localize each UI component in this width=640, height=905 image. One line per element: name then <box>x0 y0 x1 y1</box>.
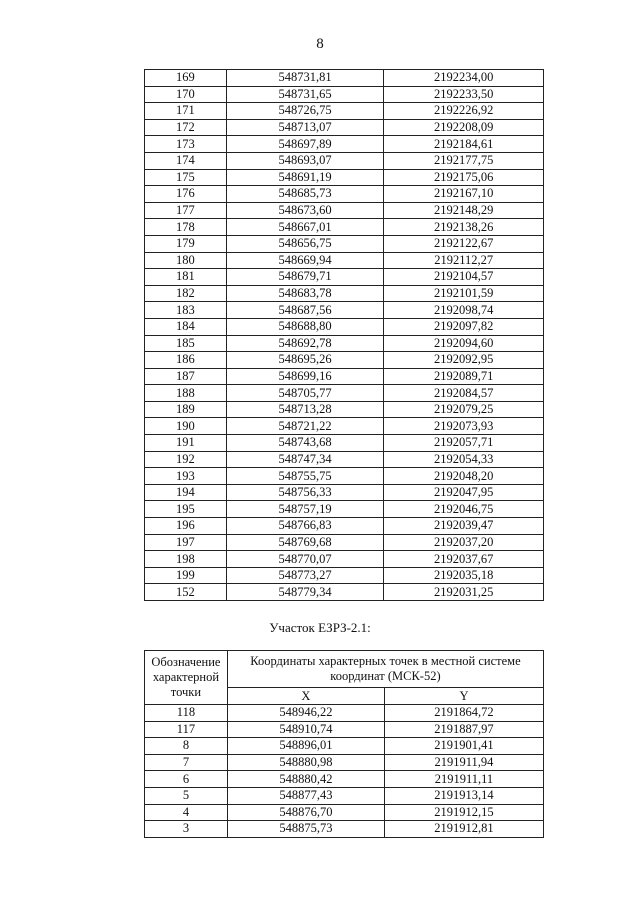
point-number-cell: 177 <box>145 202 227 219</box>
y-coordinate-cell: 2191911,94 <box>384 754 543 771</box>
table-row <box>145 385 544 402</box>
table-row <box>145 754 544 771</box>
table-row <box>145 435 544 452</box>
table-row <box>145 186 544 203</box>
table-row <box>145 219 544 236</box>
y-coordinate-cell: 2192175,06 <box>384 169 544 186</box>
section-title: Участок ЕЗРЗ-2.1: <box>269 620 371 635</box>
point-number-cell: 3 <box>145 821 228 838</box>
y-coordinate-cell: 2192208,09 <box>384 119 544 136</box>
point-number-cell: 7 <box>145 754 228 771</box>
point-number-cell: 176 <box>145 186 227 203</box>
y-coordinate-cell: 2192112,27 <box>384 252 544 269</box>
y-coordinate-cell: 2192057,71 <box>384 435 544 452</box>
x-coordinate-cell: 548756,33 <box>226 484 384 501</box>
point-number-cell: 189 <box>145 401 227 418</box>
point-number-cell: 193 <box>145 468 227 485</box>
x-coordinate-cell: 548910,74 <box>227 721 384 738</box>
table-row <box>145 534 544 551</box>
x-coordinate-cell: 548875,73 <box>227 821 384 838</box>
point-number-cell: 117 <box>145 721 228 738</box>
table-row <box>145 103 544 120</box>
table-row <box>145 451 544 468</box>
y-coordinate-cell: 2192098,74 <box>384 302 544 319</box>
table-row <box>145 119 544 136</box>
point-number-cell: 174 <box>145 152 227 169</box>
x-coordinate-cell: 548731,81 <box>226 70 384 87</box>
table-row <box>145 401 544 418</box>
table-row <box>145 501 544 518</box>
x-coordinate-cell: 548699,16 <box>226 368 384 385</box>
x-coordinate-cell: 548713,07 <box>226 119 384 136</box>
point-number-cell: 118 <box>145 705 228 722</box>
y-coordinate-cell: 2192138,26 <box>384 219 544 236</box>
x-coordinate-cell: 548687,56 <box>226 302 384 319</box>
point-number-cell: 179 <box>145 235 227 252</box>
x-coordinate-cell: 548713,28 <box>226 401 384 418</box>
point-number-cell: 195 <box>145 501 227 518</box>
table-row <box>145 721 544 738</box>
header-y: Y <box>384 688 543 705</box>
y-coordinate-cell: 2192094,60 <box>384 335 544 352</box>
x-coordinate-cell: 548757,19 <box>226 501 384 518</box>
point-number-cell: 197 <box>145 534 227 551</box>
x-coordinate-cell: 548731,65 <box>226 86 384 103</box>
y-coordinate-cell: 2191911,11 <box>384 771 543 788</box>
y-coordinate-cell: 2192101,59 <box>384 285 544 302</box>
x-coordinate-cell: 548946,22 <box>227 705 384 722</box>
x-coordinate-cell: 548779,34 <box>226 584 384 601</box>
point-number-cell: 192 <box>145 451 227 468</box>
point-number-cell: 173 <box>145 136 227 153</box>
x-coordinate-cell: 548755,75 <box>226 468 384 485</box>
y-coordinate-cell: 2192148,29 <box>384 202 544 219</box>
point-number-cell: 171 <box>145 103 227 120</box>
y-coordinate-cell: 2192104,57 <box>384 269 544 286</box>
x-coordinate-cell: 548721,22 <box>226 418 384 435</box>
point-number-cell: 185 <box>145 335 227 352</box>
y-coordinate-cell: 2192226,92 <box>384 103 544 120</box>
table-row <box>145 787 544 804</box>
x-coordinate-cell: 548673,60 <box>226 202 384 219</box>
x-coordinate-cell: 548747,34 <box>226 451 384 468</box>
x-coordinate-cell: 548683,78 <box>226 285 384 302</box>
y-coordinate-cell: 2192184,61 <box>384 136 544 153</box>
table-row <box>145 269 544 286</box>
y-coordinate-cell: 2191887,97 <box>384 721 543 738</box>
table-row <box>145 335 544 352</box>
point-number-cell: 181 <box>145 269 227 286</box>
x-coordinate-cell: 548679,71 <box>226 269 384 286</box>
y-coordinate-cell: 2192167,10 <box>384 186 544 203</box>
y-coordinate-cell: 2192039,47 <box>384 518 544 535</box>
x-coordinate-cell: 548693,07 <box>226 152 384 169</box>
point-number-cell: 196 <box>145 518 227 535</box>
x-coordinate-cell: 548688,80 <box>226 318 384 335</box>
coordinates-table-continued <box>144 69 544 601</box>
y-coordinate-cell: 2192047,95 <box>384 484 544 501</box>
point-number-cell: 172 <box>145 119 227 136</box>
header-x: X <box>227 688 384 705</box>
x-coordinate-cell: 548773,27 <box>226 567 384 584</box>
table-row <box>145 169 544 186</box>
y-coordinate-cell: 2192092,95 <box>384 352 544 369</box>
x-coordinate-cell: 548695,26 <box>226 352 384 369</box>
x-coordinate-cell: 548876,70 <box>227 804 384 821</box>
coordinates-table-ezrz-2-1 <box>144 650 544 838</box>
y-coordinate-cell: 2192079,25 <box>384 401 544 418</box>
x-coordinate-cell: 548877,43 <box>227 787 384 804</box>
table-row <box>145 70 544 87</box>
table-row <box>145 302 544 319</box>
table-row <box>145 705 544 722</box>
y-coordinate-cell: 2192031,25 <box>384 584 544 601</box>
x-coordinate-cell: 548667,01 <box>226 219 384 236</box>
page-number: 8 <box>316 36 324 52</box>
table-row <box>145 352 544 369</box>
point-number-cell: 175 <box>145 169 227 186</box>
table-row <box>145 152 544 169</box>
point-number-cell: 199 <box>145 567 227 584</box>
x-coordinate-cell: 548726,75 <box>226 103 384 120</box>
x-coordinate-cell: 548743,68 <box>226 435 384 452</box>
point-number-cell: 170 <box>145 86 227 103</box>
x-coordinate-cell: 548691,19 <box>226 169 384 186</box>
point-number-cell: 188 <box>145 385 227 402</box>
y-coordinate-cell: 2192037,67 <box>384 551 544 568</box>
point-number-cell: 191 <box>145 435 227 452</box>
y-coordinate-cell: 2192084,57 <box>384 385 544 402</box>
table-row <box>145 468 544 485</box>
point-number-cell: 187 <box>145 368 227 385</box>
point-number-cell: 182 <box>145 285 227 302</box>
point-number-cell: 186 <box>145 352 227 369</box>
x-coordinate-cell: 548766,83 <box>226 518 384 535</box>
table-row <box>145 551 544 568</box>
point-number-cell: 190 <box>145 418 227 435</box>
table-row <box>145 584 544 601</box>
x-coordinate-cell: 548769,68 <box>226 534 384 551</box>
y-coordinate-cell: 2191901,41 <box>384 738 543 755</box>
table-row <box>145 418 544 435</box>
y-coordinate-cell: 2192122,67 <box>384 235 544 252</box>
table-row <box>145 252 544 269</box>
table-row <box>145 821 544 838</box>
y-coordinate-cell: 2192234,00 <box>384 70 544 87</box>
x-coordinate-cell: 548705,77 <box>226 385 384 402</box>
y-coordinate-cell: 2192073,93 <box>384 418 544 435</box>
x-coordinate-cell: 548669,94 <box>226 252 384 269</box>
point-number-cell: 152 <box>145 584 227 601</box>
table-row <box>145 518 544 535</box>
table-row <box>145 738 544 755</box>
point-number-cell: 178 <box>145 219 227 236</box>
point-number-cell: 169 <box>145 70 227 87</box>
y-coordinate-cell: 2191912,81 <box>384 821 543 838</box>
point-number-cell: 198 <box>145 551 227 568</box>
point-number-cell: 194 <box>145 484 227 501</box>
point-number-cell: 8 <box>145 738 228 755</box>
y-coordinate-cell: 2192046,75 <box>384 501 544 518</box>
x-coordinate-cell: 548880,98 <box>227 754 384 771</box>
table-row <box>145 804 544 821</box>
x-coordinate-cell: 548770,07 <box>226 551 384 568</box>
table-row <box>145 318 544 335</box>
header-coordinates: Координаты характерных точек в местной системе координат (МСК-52) <box>227 651 543 688</box>
x-coordinate-cell: 548896,01 <box>227 738 384 755</box>
y-coordinate-cell: 2191913,14 <box>384 787 543 804</box>
x-coordinate-cell: 548692,78 <box>226 335 384 352</box>
table-row <box>145 484 544 501</box>
y-coordinate-cell: 2192048,20 <box>384 468 544 485</box>
y-coordinate-cell: 2192035,18 <box>384 567 544 584</box>
table-row <box>145 202 544 219</box>
table-row <box>145 567 544 584</box>
point-number-cell: 180 <box>145 252 227 269</box>
y-coordinate-cell: 2192089,71 <box>384 368 544 385</box>
table-row <box>145 235 544 252</box>
point-number-cell: 184 <box>145 318 227 335</box>
table-row <box>145 285 544 302</box>
x-coordinate-cell: 548880,42 <box>227 771 384 788</box>
x-coordinate-cell: 548697,89 <box>226 136 384 153</box>
point-number-cell: 183 <box>145 302 227 319</box>
point-number-cell: 6 <box>145 771 228 788</box>
x-coordinate-cell: 548685,73 <box>226 186 384 203</box>
table-row <box>145 771 544 788</box>
x-coordinate-cell: 548656,75 <box>226 235 384 252</box>
y-coordinate-cell: 2192054,33 <box>384 451 544 468</box>
table-row <box>145 136 544 153</box>
table-row <box>145 86 544 103</box>
header-point-designation: Обозначение характерной точки <box>145 651 228 705</box>
y-coordinate-cell: 2192097,82 <box>384 318 544 335</box>
y-coordinate-cell: 2191864,72 <box>384 705 543 722</box>
point-number-cell: 5 <box>145 787 228 804</box>
y-coordinate-cell: 2192177,75 <box>384 152 544 169</box>
y-coordinate-cell: 2191912,15 <box>384 804 543 821</box>
y-coordinate-cell: 2192037,20 <box>384 534 544 551</box>
y-coordinate-cell: 2192233,50 <box>384 86 544 103</box>
table-row <box>145 368 544 385</box>
point-number-cell: 4 <box>145 804 228 821</box>
